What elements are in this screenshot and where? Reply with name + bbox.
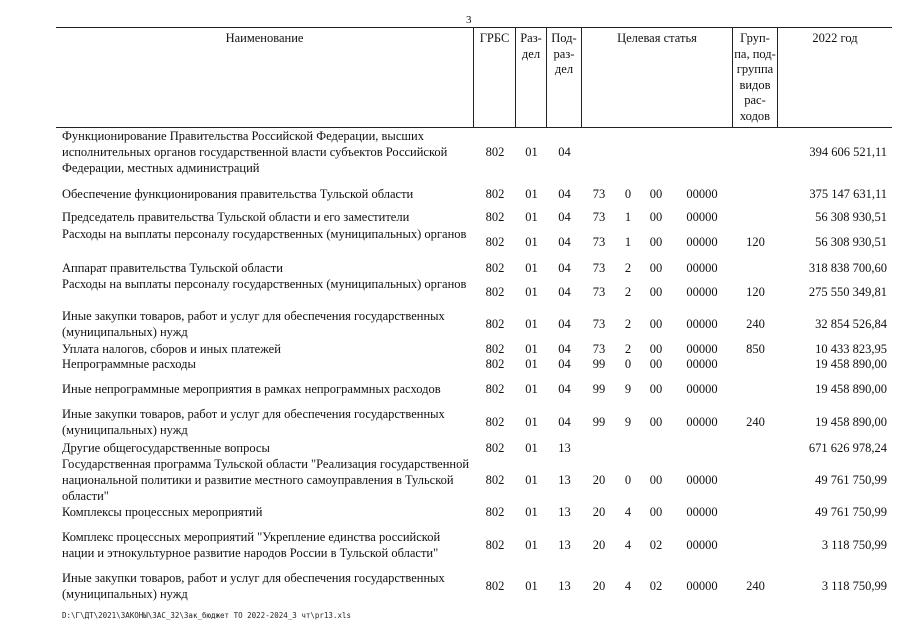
- row-c3: 02: [649, 579, 663, 593]
- header-target: Целевая статья: [582, 28, 733, 127]
- row-rz: 01: [525, 261, 538, 275]
- row-name: Иные закупки товаров, работ и услуг для обеспечения государственных (муниципальных) нужд: [62, 407, 445, 437]
- row-c1: 20: [592, 538, 606, 552]
- row-c1: 73: [592, 342, 606, 356]
- row-rz: 01: [525, 235, 538, 249]
- row-c3: 00: [649, 261, 663, 275]
- row-c1: 73: [592, 235, 606, 249]
- row-rz: 01: [525, 505, 538, 519]
- row-name: Государственная программа Тульской области "Реализация государственной национальной политики и развитие местного самоуправления в Тульской области": [62, 457, 470, 503]
- row-pr: 04: [558, 235, 571, 249]
- row-pr: 04: [558, 261, 571, 275]
- row-rz: 01: [525, 357, 538, 371]
- row-rz: 01: [525, 538, 538, 552]
- row-grbs: 802: [485, 187, 505, 201]
- row-c1: 73: [592, 187, 606, 201]
- row-rz: 01: [525, 473, 538, 487]
- row-c2: 9: [624, 415, 632, 429]
- row-c4: 00000: [686, 473, 718, 487]
- row-rz: 01: [525, 579, 538, 593]
- row-c1: 73: [592, 285, 606, 299]
- table-row: [0, 570, 905, 602]
- row-pr: 04: [558, 342, 571, 356]
- header-grbs: ГРБС: [474, 28, 516, 127]
- row-grbs: 802: [485, 145, 505, 159]
- row-c2: 4: [624, 505, 632, 519]
- row-pr: 04: [558, 187, 571, 201]
- row-amount: 32 854 526,84: [815, 317, 887, 331]
- row-name: Функционирование Правительства Российской Федерации, высших исполнительных органов государственной власти субъектов Российской Федерации, местных администраций: [62, 129, 448, 175]
- row-amount: 10 433 823,95: [815, 342, 887, 356]
- row-c2: 4: [624, 579, 632, 593]
- row-pr: 04: [558, 210, 571, 224]
- row-vr: 240: [746, 415, 765, 429]
- row-c4: 00000: [686, 187, 718, 201]
- row-c4: 00000: [686, 285, 718, 299]
- row-c1: 73: [592, 210, 606, 224]
- row-rz: 01: [525, 317, 538, 331]
- row-rz: 01: [525, 342, 538, 356]
- row-amount: 671 626 978,24: [808, 441, 887, 455]
- header-name: Наименование: [56, 28, 474, 127]
- row-name: Аппарат правительства Тульской области: [62, 261, 283, 275]
- row-pr: 04: [558, 415, 571, 429]
- row-amount: 3 118 750,99: [821, 579, 887, 593]
- row-pr: 13: [558, 579, 571, 593]
- row-amount: 394 606 521,11: [809, 145, 887, 159]
- row-pr: 04: [558, 145, 571, 159]
- row-c3: 00: [649, 415, 663, 429]
- row-name: Другие общегосударственные вопросы: [62, 441, 270, 455]
- row-c1: 73: [592, 261, 606, 275]
- row-c4: 00000: [686, 235, 718, 249]
- row-name: Иные закупки товаров, работ и услуг для обеспечения государственных (муниципальных) нужд: [62, 571, 445, 601]
- row-c3: 00: [649, 473, 663, 487]
- row-c2: 2: [624, 285, 632, 299]
- row-amount: 19 458 890,00: [815, 382, 887, 396]
- row-name: Иные закупки товаров, работ и услуг для обеспечения государственных (муниципальных) нужд: [62, 309, 445, 339]
- row-pr: 13: [558, 441, 571, 455]
- row-amount: 56 308 930,51: [815, 210, 887, 224]
- row-c4: 00000: [686, 505, 718, 519]
- row-c3: 00: [649, 210, 663, 224]
- row-pr: 13: [558, 538, 571, 552]
- row-c4: 00000: [686, 357, 718, 371]
- row-c4: 00000: [686, 210, 718, 224]
- row-c3: 00: [649, 382, 663, 396]
- header-group: Груп- па, под- группа видов рас- ходов: [733, 28, 778, 127]
- row-grbs: 802: [485, 415, 505, 429]
- table-row: [0, 308, 905, 340]
- row-grbs: 802: [485, 357, 505, 371]
- header-razdel: Раз- дел: [516, 28, 547, 127]
- row-pr: 04: [558, 382, 571, 396]
- row-pr: 04: [558, 357, 571, 371]
- row-pr: 13: [558, 473, 571, 487]
- footer-file-path: D:\Г\ДТ\2021\ЗАКОНЫ\ЗАС_32\Зак_бюджет ТО 2022-2024_3 чт\pr13.xls: [62, 611, 351, 620]
- row-grbs: 802: [485, 441, 505, 455]
- row-c3: 00: [649, 357, 663, 371]
- row-c2: 2: [624, 261, 632, 275]
- row-c3: 00: [649, 505, 663, 519]
- row-c2: 2: [624, 317, 632, 331]
- row-c1: 20: [592, 473, 606, 487]
- row-rz: 01: [525, 382, 538, 396]
- row-c2: 0: [624, 473, 632, 487]
- row-c2: 4: [624, 538, 632, 552]
- row-pr: 04: [558, 285, 571, 299]
- row-c1: 73: [592, 317, 606, 331]
- table-row: [0, 186, 905, 202]
- page-number: 3: [466, 14, 472, 26]
- table-row: [0, 209, 905, 225]
- row-rz: 01: [525, 145, 538, 159]
- table-row: [0, 128, 905, 176]
- row-grbs: 802: [485, 473, 505, 487]
- row-amount: 19 458 890,00: [815, 415, 887, 429]
- row-c1: 99: [592, 415, 606, 429]
- row-amount: 49 761 750,99: [815, 505, 887, 519]
- row-grbs: 802: [485, 285, 505, 299]
- row-c3: 00: [649, 187, 663, 201]
- row-rz: 01: [525, 187, 538, 201]
- row-c3: 00: [649, 235, 663, 249]
- row-c3: 00: [649, 285, 663, 299]
- row-rz: 01: [525, 285, 538, 299]
- row-c3: 02: [649, 538, 663, 552]
- row-c4: 00000: [686, 579, 718, 593]
- row-grbs: 802: [485, 235, 505, 249]
- row-vr: 850: [746, 342, 765, 356]
- row-c4: 00000: [686, 261, 718, 275]
- row-amount: 375 147 631,11: [809, 187, 887, 201]
- row-c4: 00000: [686, 342, 718, 356]
- row-c1: 99: [592, 357, 606, 371]
- row-rz: 01: [525, 441, 538, 455]
- row-name: Уплата налогов, сборов и иных платежей: [62, 342, 281, 356]
- row-name: Комплекс процессных мероприятий "Укрепление единства российской нации и этнокультурное развитие народов России в Тульской области": [62, 530, 441, 560]
- row-c2: 2: [624, 342, 632, 356]
- row-c3: 00: [649, 317, 663, 331]
- row-vr: 120: [746, 235, 765, 249]
- table-row: [0, 406, 905, 438]
- row-grbs: 802: [485, 538, 505, 552]
- row-amount: 49 761 750,99: [815, 473, 887, 487]
- row-grbs: 802: [485, 317, 505, 331]
- row-grbs: 802: [485, 342, 505, 356]
- row-vr: 240: [746, 579, 765, 593]
- row-name: Иные непрограммные мероприятия в рамках непрограммных расходов: [62, 382, 441, 396]
- row-c3: 00: [649, 342, 663, 356]
- table-row: [0, 440, 905, 456]
- row-amount: 56 308 930,51: [815, 235, 887, 249]
- table-row: [0, 504, 905, 520]
- table-row: [0, 381, 905, 397]
- table-row: [0, 356, 905, 372]
- row-vr: 240: [746, 317, 765, 331]
- row-name: Председатель правительства Тульской области и его заместители: [62, 210, 410, 224]
- row-c2: 1: [624, 210, 632, 224]
- table-row: [0, 529, 905, 561]
- row-amount: 19 458 890,00: [815, 357, 887, 371]
- row-grbs: 802: [485, 210, 505, 224]
- row-c1: 20: [592, 579, 606, 593]
- row-c2: 0: [624, 187, 632, 201]
- row-amount: 275 550 349,81: [808, 285, 887, 299]
- header-year: 2022 год: [812, 31, 858, 45]
- row-name: Комплексы процессных мероприятий: [62, 505, 263, 519]
- table-row: [0, 226, 905, 258]
- table-row: [0, 341, 905, 357]
- row-grbs: 802: [485, 579, 505, 593]
- row-c4: 00000: [686, 317, 718, 331]
- row-amount: 318 838 700,60: [808, 261, 887, 275]
- row-c2: 0: [624, 357, 632, 371]
- row-name: Непрограммные расходы: [62, 357, 196, 371]
- row-c2: 9: [624, 382, 632, 396]
- row-c1: 99: [592, 382, 606, 396]
- row-vr: 120: [746, 285, 765, 299]
- row-amount: 3 118 750,99: [821, 538, 887, 552]
- row-grbs: 802: [485, 505, 505, 519]
- row-c4: 00000: [686, 538, 718, 552]
- row-rz: 01: [525, 415, 538, 429]
- row-c2: 1: [624, 235, 632, 249]
- row-grbs: 802: [485, 382, 505, 396]
- row-pr: 04: [558, 317, 571, 331]
- table-row: [0, 456, 905, 504]
- row-name: Расходы на выплаты персоналу государственных (муниципальных) органов: [62, 277, 467, 291]
- row-pr: 13: [558, 505, 571, 519]
- row-rz: 01: [525, 210, 538, 224]
- table-row: [0, 276, 905, 308]
- row-name: Обеспечение функционирования правительства Тульской области: [62, 187, 414, 201]
- row-name: Расходы на выплаты персоналу государственных (муниципальных) органов: [62, 227, 467, 241]
- table-row: [0, 260, 905, 276]
- row-c4: 00000: [686, 382, 718, 396]
- row-grbs: 802: [485, 261, 505, 275]
- row-c1: 20: [592, 505, 606, 519]
- row-c4: 00000: [686, 415, 718, 429]
- header-podrazdel: Под- раз- дел: [547, 28, 582, 127]
